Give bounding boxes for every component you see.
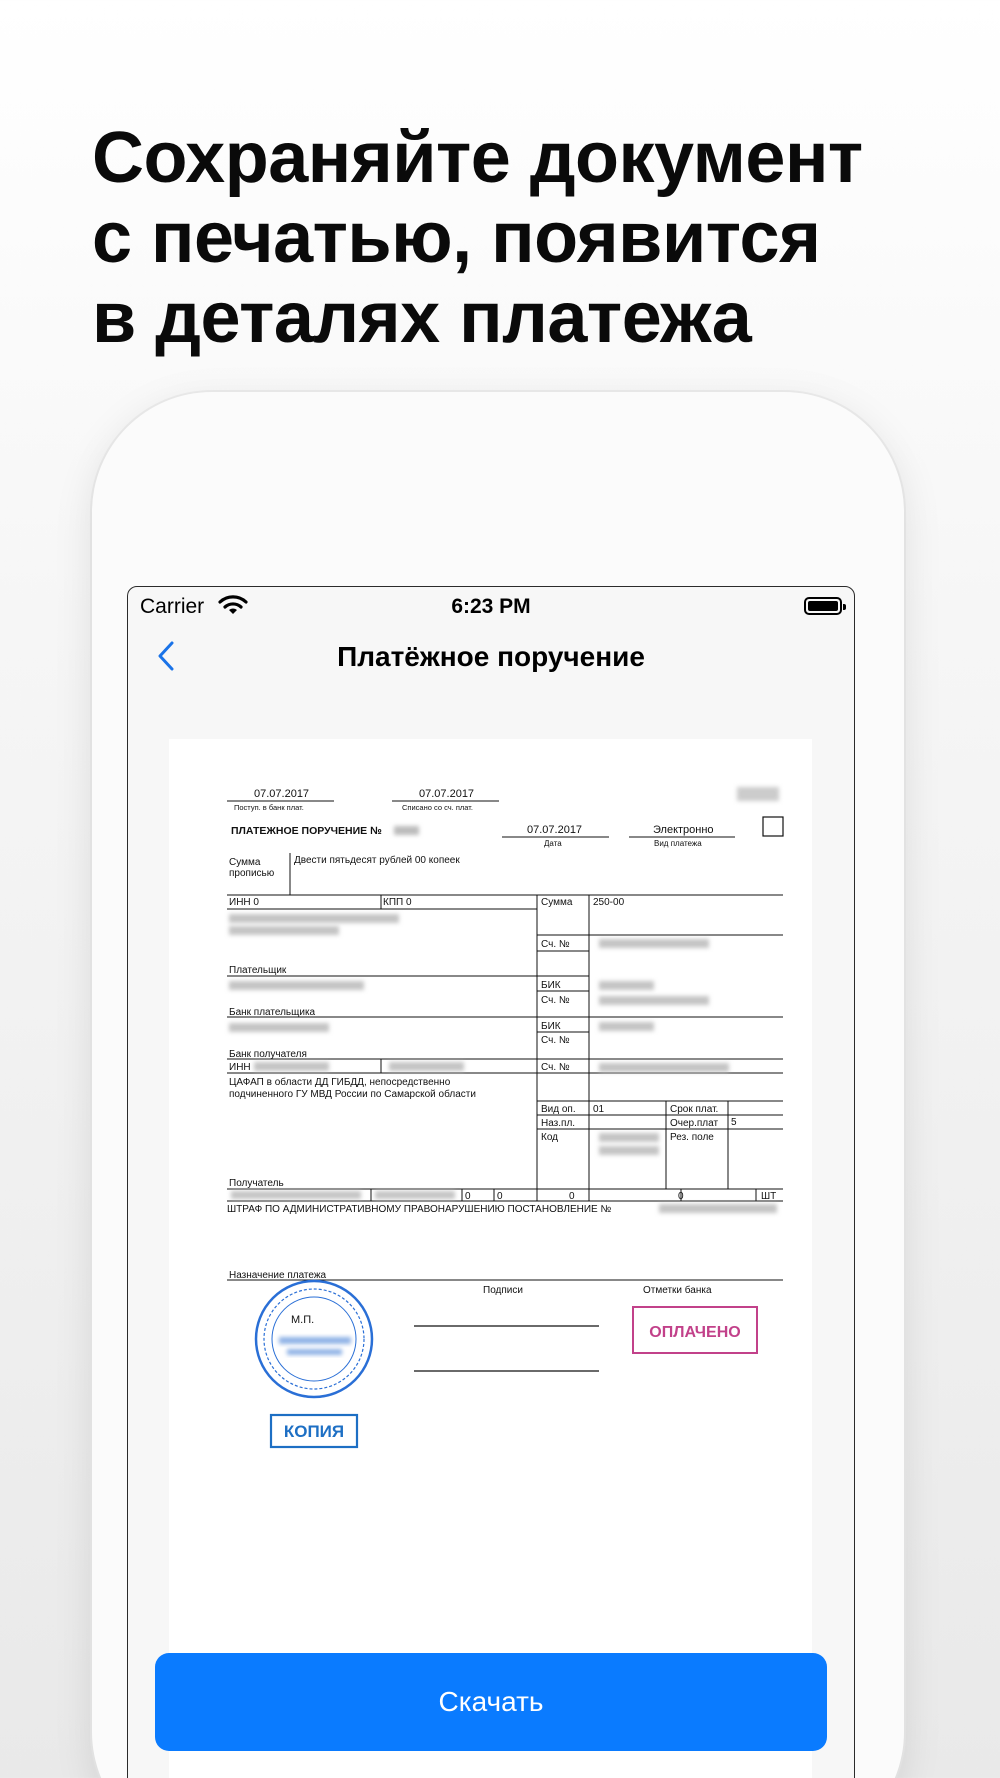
bank-marks-label: Отметки банка [643,1285,712,1296]
account-label-1: Сч. № [541,939,570,950]
paid-stamp: ОПЛАЧЕНО [649,1324,741,1341]
received-date: 07.07.2017 [254,788,310,800]
battery-icon [804,597,842,615]
payer-label: Плательщик [229,965,287,976]
priority-label: Очер.плат [670,1118,719,1129]
bik-label-1: БИК [541,980,561,991]
headline-line-1: Сохраняйте документ [92,118,863,198]
phone-screen [127,586,855,1778]
signatures-label: Подписи [483,1285,523,1296]
round-seal [256,1281,372,1397]
payment-order-document [169,739,812,1778]
index-zero-3: 0 [569,1191,575,1202]
op-type-label: Вид оп. [541,1104,576,1115]
priority-value: 5 [731,1117,737,1128]
debited-date: 07.07.2017 [419,788,475,800]
copy-stamp: КОПИЯ [283,1422,345,1441]
pay-term-label: Срок плат. [670,1104,719,1115]
amount-words-label-1: Сумма [229,857,261,868]
account-label-2: Сч. № [541,995,570,1006]
payment-type-label: Вид платежа [654,839,702,848]
recipient-label: Получатель [229,1178,284,1189]
seal-mp: М.П. [291,1314,315,1326]
purpose-text: ШТРАФ ПО АДМИНИСТРАТИВНОМУ ПРАВОНАРУШЕНИЮ ПОСТАНОВЛЕНИЕ № [227,1204,612,1215]
index-sht: ШТ [761,1191,777,1202]
status-time: 6:23 PM [451,595,531,618]
amount-label: Сумма [541,897,573,908]
payer-inn: ИНН 0 [229,897,259,908]
order-date-label: Дата [544,839,562,848]
payment-order-form [169,739,812,1778]
index-zero-4: 0 [678,1191,684,1202]
received-label: Поступ. в банк плат. [234,803,304,812]
index-zero-2: 0 [497,1191,503,1202]
status-bar [128,587,854,627]
amount-words-label-2: прописью [229,868,275,879]
account-label-4: Сч. № [541,1062,570,1073]
carrier-label: Carrier [140,595,205,618]
form-title: ПЛАТЕЖНОЕ ПОРУЧЕНИЕ № [231,825,382,837]
payer-bank-label: Банк плательщика [229,1007,316,1018]
checkbox-empty [763,817,783,836]
index-zero-1: 0 [465,1191,471,1202]
headline-line-3: в деталях платежа [92,278,752,358]
payer-kpp: КПП 0 [383,897,412,908]
recipient-line-2: подчиненного ГУ МВД России по Самарской области [229,1089,476,1100]
payment-type: Электронно [653,824,714,836]
headline-line-2: с печатью, появится [92,198,821,278]
recipient-inn-label: ИНН [229,1062,251,1073]
order-date: 07.07.2017 [527,824,583,836]
debited-label: Списано со сч. плат. [402,803,473,812]
headline [92,118,952,358]
code-label: Код [541,1132,559,1143]
recipient-bank-label: Банк получателя [229,1049,307,1060]
purpose-code-label: Наз.пл. [541,1118,576,1129]
nav-bar [128,627,854,683]
account-label-3: Сч. № [541,1035,570,1046]
reserve-label: Рез. поле [670,1132,714,1143]
recipient-line-1: ЦАФАП в области ДД ГИБДД, непосредственно [229,1077,451,1088]
amount-value: 250-00 [593,897,625,908]
nav-title: Платёжное поручение [337,641,645,672]
op-type-value: 01 [593,1104,605,1115]
bik-label-2: БИК [541,1021,561,1032]
purpose-label: Назначение платежа [229,1270,327,1281]
form-code-redacted [737,787,779,801]
download-button[interactable]: Скачать [155,1653,827,1751]
amount-words: Двести пятьдесят рублей 00 копеек [294,855,460,866]
